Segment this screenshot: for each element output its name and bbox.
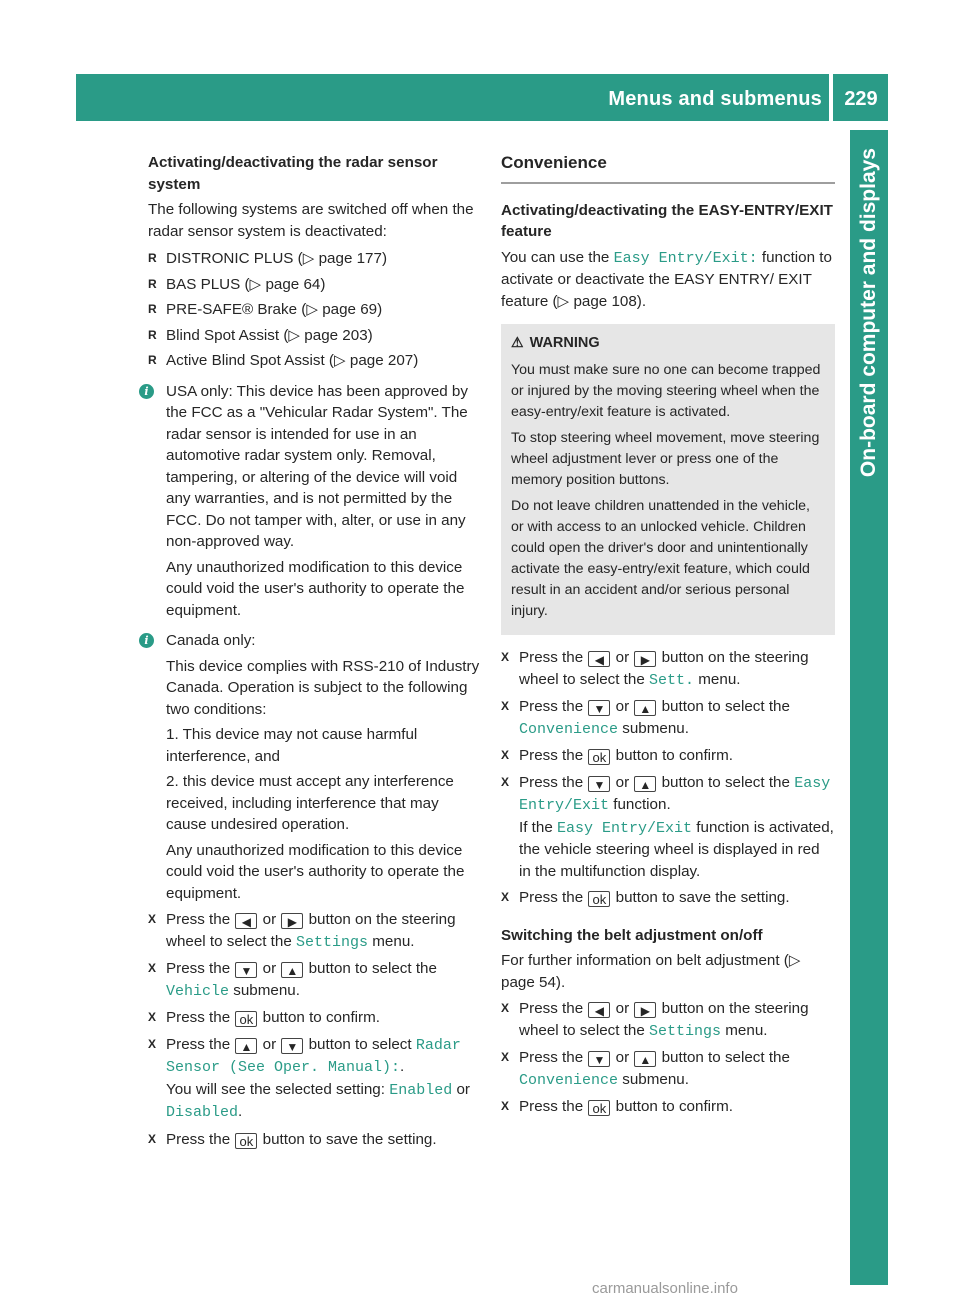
menu-name: Convenience <box>519 720 619 738</box>
list-item: R PRE-SAFE® Brake (▷ page 69) <box>148 299 482 321</box>
step-item: X Press the ok button to save the setting. <box>148 1130 437 1149</box>
belt-heading: Switching the belt adjustment on/off <box>501 926 763 944</box>
info-text: This device complies with RSS-210 of Industry Canada. Operation is subject to the following two conditions: <box>166 657 480 718</box>
menu-name: Sett. <box>649 671 695 689</box>
left-button-icon: ◀ <box>588 651 610 667</box>
info-note-canada <box>144 630 482 904</box>
setting-value: Enabled <box>389 1081 453 1099</box>
menu-name: Settings <box>649 1022 722 1040</box>
step-item: X Press the ▼ or ▲ button to select the Convenience submenu. <box>501 1049 790 1089</box>
step-arrow-icon: X <box>501 748 510 762</box>
down-button-icon: ▼ <box>588 1051 610 1067</box>
warning-text: You must make sure no one can become trapped or injured by the moving steering wheel when the easy-entry/exit feature is activated. <box>511 362 821 420</box>
page-title: Menus and submenus <box>608 88 822 110</box>
info-icon: i <box>139 384 154 399</box>
list-item: R Blind Spot Assist (▷ page 203) <box>148 325 482 347</box>
step-item: X Press the ok button to confirm. <box>501 747 733 765</box>
radar-intro: The following systems are switched off when the radar sensor system is deactivated: <box>148 201 474 240</box>
setting-value: Disabled <box>166 1104 239 1121</box>
down-button-icon: ▼ <box>281 1038 303 1054</box>
info-icon: i <box>139 633 154 648</box>
list-item: R DISTRONIC PLUS (▷ page 177) <box>148 248 482 270</box>
easy-entry-heading: Activating/deactivating the EASY-ENTRY/EXIT feature <box>501 201 833 240</box>
up-button-icon: ▲ <box>634 700 656 716</box>
up-button-icon: ▲ <box>235 1038 257 1054</box>
function-name: Easy Entry/Exit <box>557 819 693 837</box>
function-name: Easy Entry/Exit <box>519 774 831 814</box>
down-button-icon: ▼ <box>588 700 610 716</box>
step-arrow-icon: X <box>148 961 157 975</box>
left-column <box>144 152 482 1150</box>
warning-title: ⚠ WARNING <box>511 334 600 351</box>
radar-heading: Activating/deactivating the radar sensor system <box>148 154 438 193</box>
list-item: R Active Blind Spot Assist (▷ page 207) <box>148 350 482 372</box>
step-item: X Press the ▼ or ▲ button to select the Convenience submenu. <box>501 698 790 738</box>
info-text: Any unauthorized modification to this device could void the user's authority to operate the equipment. <box>166 558 465 619</box>
easy-entry-intro: You can use the Easy Entry/Exit: function to activate or deactivate the EASY ENTRY/ EXIT feature (▷ page 108). <box>501 248 832 310</box>
ok-button-icon: ok <box>588 1100 610 1116</box>
info-text: Any unauthorized modification to this device could void the user's authority to operate the equipment. <box>166 841 465 902</box>
step-arrow-icon: X <box>148 1036 157 1051</box>
step-arrow-icon: X <box>148 912 157 926</box>
down-button-icon: ▼ <box>588 776 610 792</box>
ok-button-icon: ok <box>588 749 610 765</box>
step-arrow-icon: X <box>148 1131 157 1146</box>
up-button-icon: ▲ <box>634 776 656 792</box>
ok-button-icon: ok <box>235 1133 257 1149</box>
menu-name: Settings <box>296 933 369 951</box>
down-button-icon: ▼ <box>235 962 257 978</box>
menu-name: Vehicle <box>166 982 230 1000</box>
warning-text: To stop steering wheel movement, move steering wheel adjustment lever or press one of the memory position buttons. <box>511 430 820 488</box>
right-button-icon: ▶ <box>634 1002 656 1018</box>
step-item: X Press the ▲ or ▼ button to select Radar Sensor (See Oper. Manual):. You will see the selected setting: Enabled or Disabled. <box>148 1035 470 1121</box>
right-button-icon: ▶ <box>634 651 656 667</box>
left-button-icon: ◀ <box>588 1002 610 1018</box>
left-button-icon: ◀ <box>235 913 257 929</box>
step-item: X Press the ◀ or ▶ button on the steering wheel to select the Sett. menu. <box>501 649 809 689</box>
step-arrow-icon: X <box>501 699 510 713</box>
belt-intro: For further information on belt adjustment (▷ page 54). <box>501 952 801 991</box>
warning-icon: ⚠ <box>511 334 524 350</box>
step-arrow-icon: X <box>148 1010 157 1024</box>
list-item: R BAS PLUS (▷ page 64) <box>148 274 482 296</box>
radar-bullet-list <box>148 248 482 372</box>
warning-text: Do not leave children unattended in the vehicle, or with access to an unlocked vehicle. Children could open the driver's door and unintentionally activate the easy-entry/exit feature, which could result in an accident and/or serious personal injury. <box>511 498 810 619</box>
right-column <box>501 152 835 1118</box>
page-number: 229 <box>844 88 878 110</box>
ok-button-icon: ok <box>235 1011 257 1027</box>
header-separator <box>829 74 833 121</box>
step-item: X Press the ◀ or ▶ button on the steering wheel to select the Settings menu. <box>148 911 456 951</box>
section-title: Convenience <box>501 152 835 184</box>
watermark: carmanualsonline.info <box>592 1280 738 1297</box>
warning-box <box>501 324 835 635</box>
step-arrow-icon: X <box>501 1001 510 1015</box>
step-arrow-icon: X <box>501 890 510 904</box>
step-item: X Press the ok button to confirm. <box>148 1009 380 1027</box>
info-text: Canada only: <box>166 632 256 649</box>
step-item: X Press the ok button to save the setting. <box>501 889 790 907</box>
info-note-usa <box>144 381 482 622</box>
side-marker <box>852 820 888 888</box>
up-button-icon: ▲ <box>634 1051 656 1067</box>
info-text: 2. this device must accept any interference received, including interference that may cause undesired operation. <box>166 773 454 833</box>
ok-button-icon: ok <box>588 891 610 907</box>
step-item: X Press the ▼ or ▲ button to select the Vehicle submenu. <box>148 960 437 1000</box>
step-item: X Press the ▼ or ▲ button to select the Easy Entry/Exit function. If the Easy Entry/Exit function is activated, the vehicle steering wheel is displayed in red in the multifunction display. <box>501 773 834 880</box>
step-item: X Press the ◀ or ▶ button on the steering wheel to select the Settings menu. <box>501 1000 809 1040</box>
menu-name: Convenience <box>519 1071 619 1089</box>
step-arrow-icon: X <box>501 650 510 664</box>
step-arrow-icon: X <box>501 1050 510 1064</box>
side-tab-label: On-board computer and displays <box>857 148 880 478</box>
step-item: X Press the ok button to confirm. <box>501 1098 733 1116</box>
step-arrow-icon: X <box>501 1099 510 1113</box>
up-button-icon: ▲ <box>281 962 303 978</box>
info-text: USA only: This device has been approved by the FCC as a "Vehicular Radar System". The radar sensor is intended for use in an automotive radar system only. Removal, tampering, or altering of the device will void any warranties, and is not permitted by the FCC. Do not tamper with, alter, or use in any non-approved way. <box>166 382 468 550</box>
function-name: Easy Entry/Exit: <box>613 249 758 267</box>
right-button-icon: ▶ <box>281 913 303 929</box>
info-text: 1. This device may not cause harmful interference, and <box>166 726 418 765</box>
menu-name: Radar Sensor (See Oper. Manual): <box>166 1036 461 1076</box>
step-arrow-icon: X <box>501 774 510 789</box>
